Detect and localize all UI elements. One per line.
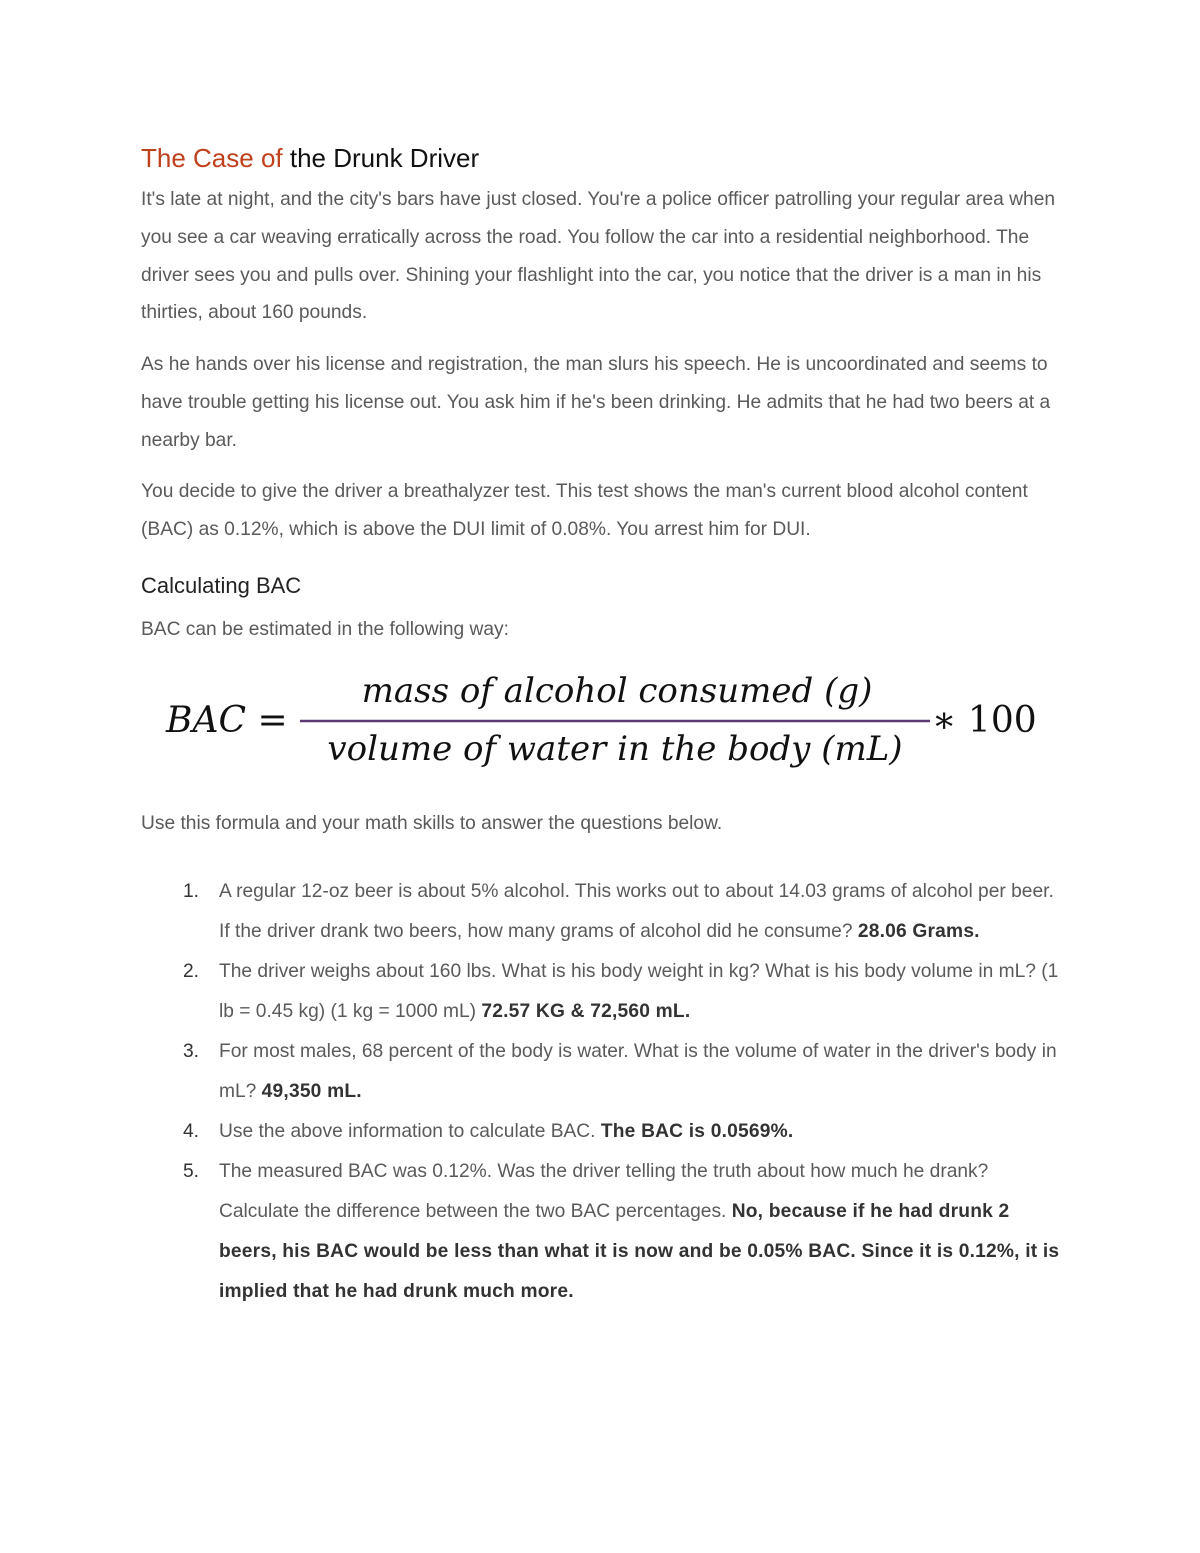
formula-lhs: BAC =: [166, 700, 288, 741]
question-answer: 49,350 mL.: [261, 1081, 362, 1102]
question-text: The measured BAC was 0.12%. Was the driver telling the truth about how much he drank? Calculate the difference between the two BAC percentages.: [219, 1161, 989, 1222]
question-text: For most males, 68 percent of the body is water. What is the volume of water in the driver's body in mL?: [219, 1041, 1057, 1102]
question-answer: No, because if he had drunk 2 beers, his BAC would be less than what it is now and be 0.05% BAC. Since it is 0.12%, it is implied that he had drunk much more.: [219, 1201, 1060, 1302]
list-item: [183, 952, 1063, 1032]
formula-intro: BAC can be estimated in the following way:: [141, 619, 509, 640]
question-number: 1.: [183, 881, 200, 902]
story-paragraph-2: As he hands over his license and registration, the man slurs his speech. He is uncoordinated and seems to have trouble getting his license out. You ask him if he's been drinking. He admits that he had two beers at a nearby bar.: [141, 354, 1051, 451]
list-item: [183, 1032, 1063, 1112]
formula-numerator: mass of alcohol consumed (g): [361, 671, 873, 711]
bac-formula: [160, 660, 1060, 780]
question-text: Use the above information to calculate BAC.: [219, 1121, 601, 1142]
list-item: [183, 1152, 1063, 1312]
question-list: [183, 872, 1063, 1312]
story-paragraph-1: It's late at night, and the city's bars have just closed. You're a police officer patrolling your regular area when you see a car weaving erratically across the road. You follow the car into a residential neighborhood. The driver sees you and pulls over. Shining your flashlight into the car, you notice that the driver is a man in his thirties, about 160 pounds.: [141, 189, 1056, 324]
question-number: 2.: [183, 961, 200, 982]
formula-multiplier: ∗ 100: [932, 700, 1037, 741]
story-paragraph-3: You decide to give the driver a breathalyzer test. This test shows the man's current blood alcohol content (BAC) as 0.12%, which is above the DUI limit of 0.08%. You arrest him for DUI.: [141, 481, 1028, 540]
question-number: 4.: [183, 1121, 200, 1142]
question-number: 3.: [183, 1041, 200, 1062]
formula-denominator: volume of water in the body (mL): [327, 729, 903, 769]
question-answer: The BAC is 0.0569%.: [600, 1121, 794, 1142]
title-rest: the Drunk Driver: [282, 143, 480, 173]
section-heading: Calculating BAC: [141, 573, 302, 598]
question-text: A regular 12-oz beer is about 5% alcohol. This works out to about 14.03 grams of alcohol per beer. If the driver drank two beers, how many grams of alcohol did he consume?: [219, 881, 1054, 942]
title-accent: The Case of: [141, 143, 283, 173]
question-answer: 72.57 KG & 72,560 mL.: [481, 1001, 691, 1022]
question-answer: 28.06 Grams.: [857, 921, 980, 942]
list-item: [183, 1112, 1063, 1152]
question-text: The driver weighs about 160 lbs. What is his body weight in kg? What is his body volume in mL? (1 lb = 0.45 kg) (1 kg = 1000 mL): [219, 961, 1059, 1022]
list-item: [183, 872, 1063, 952]
page-title: [141, 140, 479, 176]
question-number: 5.: [183, 1161, 200, 1182]
instruction-text: Use this formula and your math skills to answer the questions below.: [141, 813, 723, 834]
